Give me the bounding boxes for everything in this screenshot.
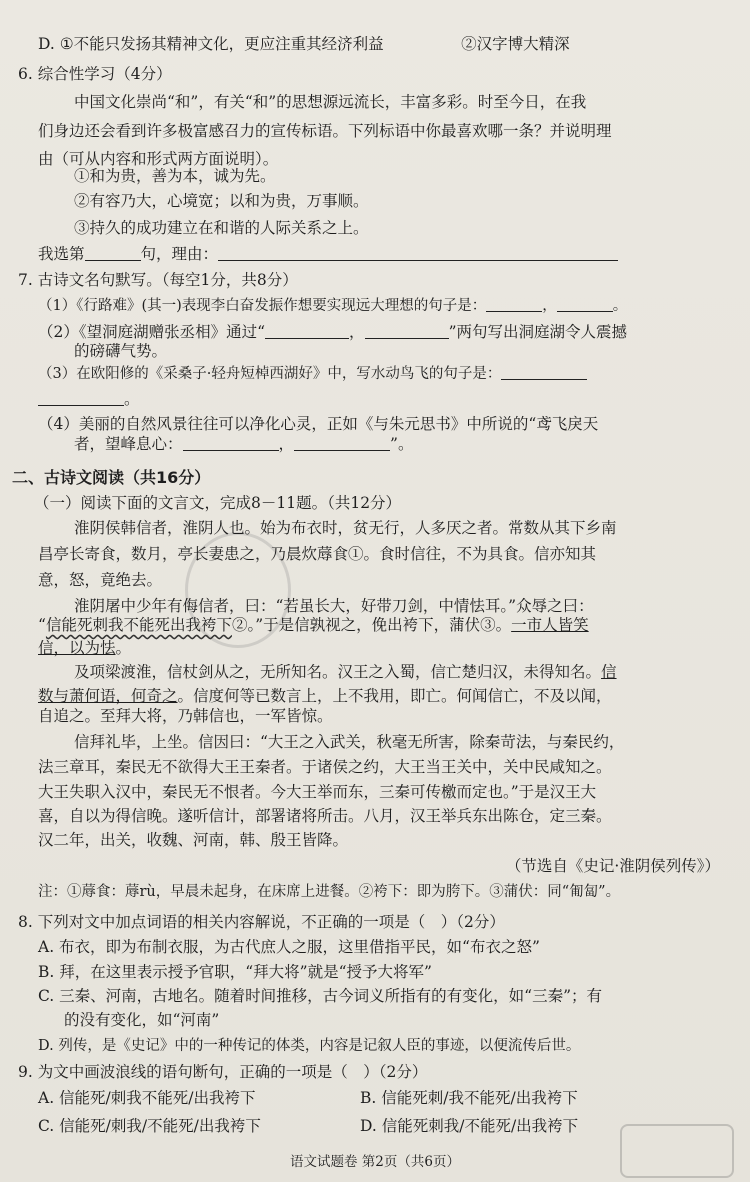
passage-p1-l1: 淮阴侯韩信者，淮阴人也。始为布衣时，贫无行，人多厌之者。常数从其下乡南 (74, 519, 617, 537)
passage-p3-text-2: 。信度何等已数言上，上不我用，即亡。何闻信亡，不及以闻， (177, 687, 612, 705)
passage-p2-l3 (0, 638, 750, 658)
passage-p2-end: 。 (115, 639, 132, 657)
q7-4-end: ”。 (390, 435, 414, 453)
passage-p2-mid: ②。”于是信孰视之，俛出袴下，蒲伏③。 (231, 616, 512, 634)
q7-1-period: 。 (612, 298, 628, 314)
q8-option-c[interactable]: C. 三秦、河南，古地名。随着时间推移，古今词义所指有的有变化，如“三秦”；有 (38, 987, 603, 1005)
q6-answer-line (0, 244, 750, 264)
q6-text-3: 由（可从内容和形式两方面说明）。 (38, 150, 279, 168)
q7-2-cont: 的磅礴气势。 (74, 342, 168, 360)
q7-1 (0, 296, 750, 316)
q9-option-c[interactable]: C. 信能死/刺我/不能死/出我袴下 (38, 1117, 261, 1135)
corner-watermark (620, 1124, 734, 1178)
q6-heading: 6. 综合性学习（4分） (18, 65, 172, 83)
q7-2-text: （2）《望洞庭湖赠张丞相》通过“ (38, 323, 266, 341)
q7-3-blank-a[interactable] (501, 364, 587, 380)
passage-intro: （一）阅读下面的文言文，完成8－11题。（共12分） (34, 494, 402, 512)
q7-1-blank-a[interactable] (486, 296, 542, 312)
page-footer: 语文试题卷 第2页（共6页） (290, 1154, 460, 1170)
q7-2-text-end: ”两句写出洞庭湖令人震撼 (448, 323, 627, 341)
q7-4-cont (0, 434, 750, 454)
passage-p4-l1: 信拜礼毕，上坐。信因曰：“大王之入武关，秋毫无所害，除秦苛法，与秦民约， (74, 733, 625, 751)
q7-3-blank-b[interactable] (38, 390, 124, 406)
quote-open: “ (38, 616, 46, 634)
q8-option-b[interactable]: B. 拜，在这里表示授予官职，“拜大将”就是“授予大将军” (38, 963, 432, 981)
q7-heading: 7. 古诗文名句默写。（每空1分，共8分） (18, 271, 298, 289)
q8-option-c-cont: 的没有变化，如“河南” (64, 1011, 220, 1029)
q7-4-blank-b[interactable] (294, 435, 390, 451)
q8-heading: 8. 下列对文中加点词语的相关内容解说，不正确的一项是（ ）（2分） (18, 913, 505, 931)
q6-text-2: 们身边还会看到许多极富感召力的宣传标语。下列标语中你最喜欢哪一条？并说明理 (38, 122, 612, 140)
q7-2-blank-b[interactable] (365, 323, 449, 339)
q9-option-b[interactable]: B. 信能死刺/我不能死/出我袴下 (360, 1089, 578, 1107)
q7-3-period: 。 (124, 390, 140, 408)
q6-answer-prefix: 我选第 (38, 245, 85, 263)
q6-blank-choice[interactable] (85, 245, 141, 261)
q7-3-text: （3）在欧阳修的《采桑子·轻舟短棹西湖好》中，写水动鸟飞的句子是： (38, 366, 502, 382)
q7-1-blank-b[interactable] (557, 296, 613, 312)
passage-p1-l2: 昌亭长寄食，数月，亭长妻患之，乃晨炊蓐食①。食时信往，不为具食。信亦知其 (38, 545, 597, 563)
q6-answer-reason: 句，理由： (140, 245, 219, 263)
q6-text-1: 中国文化崇尚“和”，有关“和”的思想源远流长，丰富多彩。时至今日，在我 (74, 93, 587, 111)
q6-slogan-1: ①和为贵，善为本，诚为先。 (74, 167, 276, 185)
passage-p4-l4: 喜，自以为得信晚。遂听信计，部署诸将所击。八月，汉王举兵东出陈仓，定三秦。 (38, 807, 612, 825)
q7-3-cont (0, 389, 750, 409)
q7-4-text: 者，望峰息心： (74, 435, 183, 453)
q7-2 (0, 322, 750, 342)
q9-option-a[interactable]: A. 信能死/刺我不能死/出我袴下 (38, 1089, 256, 1107)
passage-source: （节选自《史记·淮阴侯列传》） (505, 857, 720, 875)
q6-slogan-3: ③持久的成功建立在和谐的人际关系之上。 (74, 219, 369, 237)
q7-4: （4）美丽的自然风景往往可以净化心灵，正如《与朱元思书》中所说的“鸢飞戾天 (38, 415, 599, 433)
passage-p2-l2 (0, 615, 750, 635)
underlined-sentence-2b: 数与萧何语，何奇之 (38, 687, 178, 705)
q7-1-comma: ， (542, 298, 557, 314)
q6-slogan-2: ②有容乃大，心境宽；以和为贵，万事顺。 (74, 192, 369, 210)
q9-option-d[interactable]: D. 信能死刺我/不能死/出我袴下 (360, 1117, 579, 1135)
passage-p3-l2 (0, 686, 750, 706)
q7-2-comma: ， (349, 323, 365, 341)
q6-blank-reason[interactable] (218, 245, 618, 261)
q7-4-blank-a[interactable] (183, 435, 279, 451)
underlined-sentence-1b: 信，以为怯 (38, 639, 116, 657)
q7-2-blank-a[interactable] (265, 323, 349, 339)
underlined-sentence-2a: 信 (601, 663, 617, 681)
passage-p2-l1: 淮阴屠中少年有侮信者，曰：“若虽长大，好带刀剑，中情怯耳。”众辱之曰： (74, 597, 594, 615)
passage-p1-l3: 意，怒，竟绝去。 (38, 571, 163, 589)
passage-p3-l3: 自追之。至拜大将，乃韩信也，一军皆惊。 (38, 707, 333, 725)
passage-p3-text: 及项梁渡淮，信杖剑从之，无所知名。汉王之入蜀，信亡楚归汉，未得知名。 (74, 663, 602, 681)
passage-notes: 注：①蓐食：蓐rù，早晨未起身，在床席上进餐。②袴下：即为胯下。③蒲伏：同“匍匐”。 (38, 884, 621, 900)
section-2-heading: 二、古诗文阅读（共16分） (12, 468, 211, 487)
passage-p4-l5: 汉二年，出关，收魏、河南，韩、殷王皆降。 (38, 831, 349, 849)
q7-3 (0, 364, 750, 384)
q9-heading: 9. 为文中画波浪线的语句断句，正确的一项是（ ）（2分） (18, 1063, 428, 1081)
passage-p4-l3: 大王失职入汉中，秦民无不恨者。今大王举而东，三秦可传檄而定也。”于是汉王大 (38, 783, 597, 801)
wavy-sentence: 信能死刺我不能死出我袴下 (45, 616, 232, 634)
q7-4-comma: ， (278, 435, 295, 453)
q7-1-text: （1）《行路难》(其一)表现李白奋发振作想要实现远大理想的句子是： (38, 298, 487, 314)
q5-option-d: D. ①不能只发扬其精神文化，更应注重其经济利益 ②汉字博大精深 (38, 35, 570, 53)
passage-p3-l1 (0, 662, 750, 682)
q8-option-d[interactable]: D. 列传，是《史记》中的一种传记的体类，内容是记叙人臣的事迹，以便流传后世。 (38, 1038, 581, 1054)
underlined-sentence-1a: 一市人皆笑 (511, 616, 589, 634)
q8-option-a[interactable]: A. 布衣，即为布制衣服，为古代庶人之服，这里借指平民，如“布衣之怒” (38, 938, 540, 956)
passage-p4-l2: 法三章耳，秦民无不欲得大王王秦者。于诸侯之约，大王当王关中，关中民咸知之。 (38, 758, 612, 776)
